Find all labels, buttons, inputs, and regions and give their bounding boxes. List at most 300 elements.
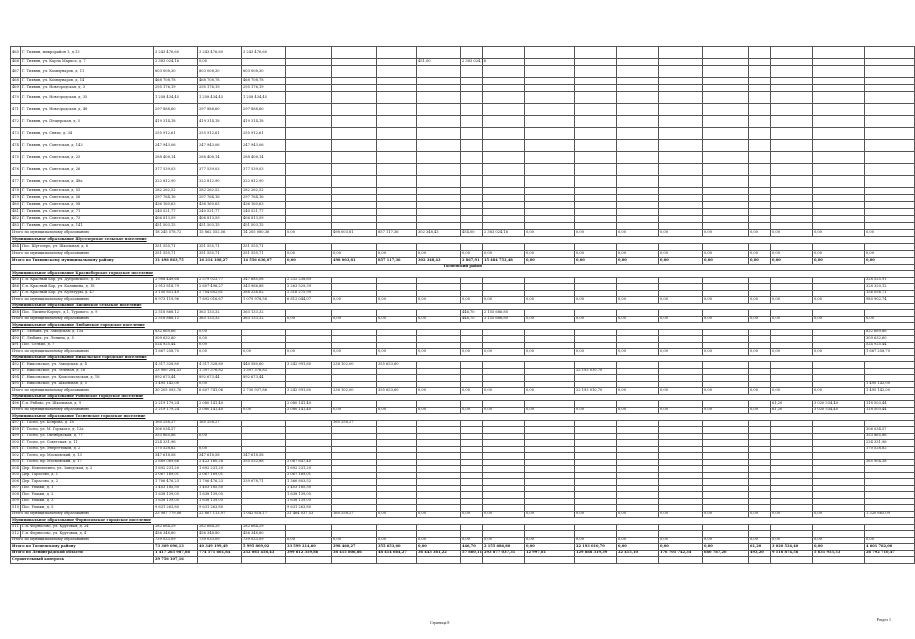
value-cell: 0,00 <box>617 316 659 323</box>
row-number: 471 <box>11 104 21 116</box>
value-cell <box>198 557 242 564</box>
value-cell <box>461 164 483 176</box>
value-cell: 1 320 665,09 <box>865 511 915 518</box>
table-row <box>11 164 915 176</box>
value-cell <box>771 152 813 164</box>
row-number: 489 <box>11 329 21 336</box>
value-cell <box>865 209 915 216</box>
value-cell: 0,00 <box>813 257 865 264</box>
value-cell <box>461 216 483 223</box>
value-cell: 980 902,74 <box>865 297 915 304</box>
value-cell: 0,00 <box>575 316 617 323</box>
table-row <box>11 188 915 195</box>
row-number: 479 <box>11 195 21 202</box>
value-cell: 5 631 955,53 <box>813 550 865 557</box>
table-row <box>11 47 915 59</box>
value-cell <box>575 202 617 209</box>
table-row <box>11 195 915 202</box>
value-cell: 1 417 265 987,88 <box>154 550 198 557</box>
value-cell <box>865 92 915 104</box>
value-cell <box>749 59 771 66</box>
value-cell: 0,00 <box>417 407 461 414</box>
value-cell <box>575 47 617 59</box>
row-number: 470 <box>11 92 21 104</box>
value-cell <box>749 152 771 164</box>
value-cell: 680 787,20 <box>703 550 749 557</box>
value-cell: 2 518 868,12 <box>154 316 198 323</box>
value-cell: 456 348,80 <box>154 531 198 538</box>
value-cell: 0,00 <box>749 257 771 264</box>
value-cell <box>525 223 575 230</box>
section-title: Муниципальное образование Шугозерское сельское поселение <box>11 237 915 244</box>
value-cell: 0,00 <box>659 257 703 264</box>
value-cell: 295 176,19 <box>154 85 198 92</box>
address-cell: Пос. Ушаки, д. 5 <box>21 505 154 512</box>
table-row <box>11 557 915 564</box>
value-cell: 0,00 <box>617 388 659 395</box>
value-cell <box>617 195 659 202</box>
value-cell: 29 756 107,16 <box>154 557 198 564</box>
value-cell: 240 521,77 <box>154 209 198 216</box>
value-cell <box>286 243 332 250</box>
value-cell <box>461 188 483 195</box>
value-cell: 0,00 <box>659 316 703 323</box>
value-cell: 1 638 139,05 <box>154 492 198 499</box>
row-number: 467 <box>11 66 21 78</box>
address-cell: Г. Тихвин, ул. Коммунаров, д. 14 <box>21 78 154 85</box>
page-number: Страница 8 <box>430 620 450 625</box>
value-cell: 2 155 686,80 <box>483 316 525 323</box>
address-cell: Г. Тосно, пр. Московский, д. 13 <box>21 453 154 460</box>
value-cell <box>617 47 659 59</box>
value-cell: 0,00 <box>525 511 575 518</box>
row-number: 502 <box>11 453 21 460</box>
value-cell: 892 673,44 <box>154 375 198 382</box>
value-cell <box>617 557 659 564</box>
section-title: Муниципальное образование Тосненское городское поселение <box>11 414 915 421</box>
value-cell <box>749 66 771 78</box>
value-cell <box>525 176 575 188</box>
value-cell <box>525 202 575 209</box>
value-cell <box>659 164 703 176</box>
value-cell: 0,00 <box>575 257 617 264</box>
value-cell <box>332 66 377 78</box>
value-cell <box>377 66 417 78</box>
value-cell <box>483 116 525 128</box>
value-cell <box>377 188 417 195</box>
value-cell <box>659 557 703 564</box>
table-row <box>11 202 915 209</box>
value-cell <box>286 195 332 202</box>
value-cell: 247 943,06 <box>198 140 242 152</box>
value-cell <box>525 78 575 85</box>
value-cell: 2 383 024,16 <box>483 230 525 237</box>
value-cell: 0,00 <box>749 388 771 395</box>
value-cell <box>417 85 461 92</box>
value-cell: 0,00 <box>659 297 703 304</box>
value-cell: 0,00 <box>659 349 703 356</box>
value-cell <box>771 223 813 230</box>
value-cell: 2 067 647,40 <box>286 459 332 466</box>
value-cell <box>865 164 915 176</box>
value-cell: 23 900 204,52 <box>154 368 198 375</box>
table-row <box>11 59 915 66</box>
value-cell <box>525 92 575 104</box>
value-cell: 0,00 <box>703 230 749 237</box>
value-cell: 1 692 231,20 <box>154 466 198 473</box>
value-cell <box>865 557 915 564</box>
value-cell: 468 708,78 <box>198 78 242 85</box>
value-cell: 9 116 874,58 <box>771 550 813 557</box>
row-number: 472 <box>11 116 21 128</box>
value-cell <box>525 209 575 216</box>
value-cell: 0,00 <box>525 407 575 414</box>
value-cell: 832 669,66 <box>154 329 198 336</box>
address-cell: Г. Никольское, ул. Школьная, д. 5 <box>21 381 154 388</box>
value-cell <box>377 557 417 564</box>
value-cell <box>483 152 525 164</box>
value-cell <box>332 223 377 230</box>
value-cell: 1 258 434,45 <box>154 92 198 104</box>
value-cell: 255 912,61 <box>198 128 242 140</box>
value-cell: 282 684,29 <box>154 524 198 531</box>
row-number: 508 <box>11 492 21 499</box>
address-cell: Г.п. Красный Бор, ул. Дубровского, д. 16 <box>21 277 154 284</box>
row-number: 473 <box>11 128 21 140</box>
value-cell <box>483 188 525 195</box>
value-cell: 118 503,44 <box>865 401 915 408</box>
value-cell: 6 607 741,06 <box>198 388 242 395</box>
value-cell: 351 555,71 <box>154 250 198 257</box>
value-cell <box>617 78 659 85</box>
address-cell: Г. Тихвин, микрорайон 1, д.13 <box>21 47 154 59</box>
address-cell: Г.п. Форносово, ул. Круговая, д. 4 <box>21 531 154 538</box>
value-cell: 355 653,60 <box>377 544 417 551</box>
value-cell <box>617 152 659 164</box>
value-cell: 2 080 141,40 <box>286 401 332 408</box>
value-cell: 0,00 <box>617 230 659 237</box>
value-cell: 240 521,77 <box>242 209 286 216</box>
value-cell: 322 812,90 <box>242 176 286 188</box>
value-cell <box>813 209 865 216</box>
value-cell <box>575 59 617 66</box>
value-cell <box>461 85 483 92</box>
value-cell <box>525 216 575 223</box>
value-cell: 0,00 <box>575 537 617 544</box>
value-cell <box>749 78 771 85</box>
value-cell <box>575 188 617 195</box>
row-number: 492 <box>11 362 21 369</box>
value-cell: 1 706 476,23 <box>198 479 242 486</box>
value-cell <box>575 66 617 78</box>
value-cell <box>813 59 865 66</box>
value-cell: 15 484 753,48 <box>483 257 525 264</box>
value-cell: 0,00 <box>198 342 242 349</box>
section-title: Муниципальное образование Любанское городское поселение <box>11 323 915 330</box>
register-table-sheet <box>10 46 894 564</box>
value-cell <box>575 85 617 92</box>
value-cell: 353 865,86 <box>865 433 915 440</box>
value-cell <box>461 78 483 85</box>
value-cell: 347 685,08 <box>242 277 286 284</box>
value-cell: 2 080 141,40 <box>286 407 332 414</box>
value-cell: 2 263 529,39 <box>286 284 332 291</box>
value-cell <box>813 202 865 209</box>
value-cell: 0,00 <box>461 388 483 395</box>
address-cell: Г. Тосно, ул. М. Горького, д. 12а <box>21 427 154 434</box>
value-cell: 0,00 <box>417 537 461 544</box>
address-cell: Дер. Тарасово, д. 2 <box>21 479 154 486</box>
value-cell <box>286 188 332 195</box>
value-cell: 2 867,91 <box>461 257 483 264</box>
value-cell <box>749 209 771 216</box>
address-cell: Г.п. Рябово, ул. Школьная, д. 9 <box>21 401 154 408</box>
value-cell <box>813 47 865 59</box>
value-cell <box>703 128 749 140</box>
value-cell: 1 638 139,05 <box>198 498 242 505</box>
value-cell <box>813 195 865 202</box>
value-cell <box>461 104 483 116</box>
value-cell: 0,00 <box>617 537 659 544</box>
value-cell: 309 632,60 <box>865 336 915 343</box>
value-cell <box>461 557 483 564</box>
value-cell <box>575 128 617 140</box>
value-cell: 0,00 <box>242 349 286 356</box>
value-cell: 0,00 <box>813 297 865 304</box>
value-cell: 451 503,15 <box>198 223 242 230</box>
row-number: 505 <box>11 472 21 479</box>
address-cell: Пос. Лисино-Корпус, д.1, Турового, д. 9 <box>21 310 154 317</box>
value-cell: 2 704 602,61 <box>198 290 242 297</box>
value-cell: 0,00 <box>617 407 659 414</box>
table-row <box>11 85 915 92</box>
value-cell: 0,00 <box>865 316 915 323</box>
value-cell <box>483 78 525 85</box>
address-cell: Дер. Новолисино, ул. Заводская, д. 2 <box>21 466 154 473</box>
value-cell <box>242 59 286 66</box>
value-cell <box>377 104 417 116</box>
value-cell: 0,00 <box>198 381 242 388</box>
value-cell <box>703 216 749 223</box>
value-cell: 30 205 093,76 <box>154 388 198 395</box>
total-label: Итого по муниципальному образованию <box>11 349 154 356</box>
value-cell <box>813 243 865 250</box>
total-label: Итого по Тихвинскому муниципальному району <box>11 257 154 264</box>
value-cell: 0,00 <box>659 544 703 551</box>
table-row <box>11 116 915 128</box>
value-cell <box>659 104 703 116</box>
value-cell: 0,00 <box>525 257 575 264</box>
address-cell: Г. Тихвин, ул. Советская, д. 58 <box>21 202 154 209</box>
value-cell: 0,00 <box>813 511 865 518</box>
value-cell: 2 383 024,16 <box>154 59 198 66</box>
value-cell <box>483 202 525 209</box>
value-cell <box>617 209 659 216</box>
value-cell <box>703 176 749 188</box>
value-cell <box>771 202 813 209</box>
value-cell: 3 020 534,40 <box>813 401 865 408</box>
value-cell <box>286 104 332 116</box>
section-title: Муниципальное образование Рябовское городское поселение <box>11 394 915 401</box>
value-cell <box>483 243 525 250</box>
value-cell <box>286 66 332 78</box>
value-cell <box>617 116 659 128</box>
value-cell <box>659 152 703 164</box>
value-cell <box>771 59 813 66</box>
value-cell: 0,00 <box>617 544 659 551</box>
total-label: Итого по муниципальному образованию <box>11 407 154 414</box>
value-cell: 0,00 <box>286 316 332 323</box>
address-cell: Пос. Ушаки, д. 3 <box>21 498 154 505</box>
value-cell: 295 176,19 <box>198 85 242 92</box>
value-cell <box>575 209 617 216</box>
value-cell <box>749 216 771 223</box>
row-number: 480 <box>11 202 21 209</box>
value-cell <box>659 188 703 195</box>
value-cell: 309 632,60 <box>154 336 198 343</box>
value-cell: 1 258 434,45 <box>242 92 286 104</box>
value-cell: 0,00 <box>749 537 771 544</box>
value-cell <box>377 128 417 140</box>
value-cell: 0,00 <box>377 316 417 323</box>
value-cell <box>332 195 377 202</box>
value-cell: 0,00 <box>771 388 813 395</box>
value-cell <box>703 164 749 176</box>
value-cell <box>286 216 332 223</box>
value-cell <box>703 85 749 92</box>
value-cell: 0,00 <box>617 250 659 257</box>
value-cell <box>332 164 377 176</box>
value-cell: 2 689 069,66 <box>154 459 198 466</box>
value-cell: 456 348,80 <box>242 531 286 538</box>
value-cell: 0,00 <box>703 349 749 356</box>
value-cell: 293 877 037,31 <box>483 550 525 557</box>
value-cell <box>417 202 461 209</box>
value-cell: 48 414 664,27 <box>377 550 417 557</box>
value-cell: 0,00 <box>417 316 461 323</box>
value-cell: 297 888,60 <box>198 104 242 116</box>
value-cell: 0,00 <box>417 297 461 304</box>
value-cell: 1 638 139,05 <box>286 498 332 505</box>
address-cell: Пос. Сельцо, д. 7 <box>21 342 154 349</box>
address-cell: Г. Никольское, ул. Заводская, д. 4 <box>21 362 154 369</box>
value-cell: 3 020 534,40 <box>771 544 813 551</box>
value-cell: 0,00 <box>771 297 813 304</box>
value-cell: 118 503,44 <box>865 407 915 414</box>
value-cell: 0,00 <box>483 388 525 395</box>
value-cell <box>417 195 461 202</box>
section-title: Муниципальное образование Красноборское городское поселение <box>11 271 915 278</box>
table-row <box>11 66 915 78</box>
value-cell: 0,00 <box>461 349 483 356</box>
value-cell: 15 862 552,56 <box>198 230 242 237</box>
value-cell: 0,00 <box>813 230 865 237</box>
row-number: 481 <box>11 209 21 216</box>
value-cell: 2 730 937,86 <box>242 388 286 395</box>
value-cell <box>461 92 483 104</box>
value-cell <box>332 85 377 92</box>
address-cell: Г. Тихвин, ул. Связи, д. 34 <box>21 128 154 140</box>
value-cell <box>771 116 813 128</box>
value-cell: 0,00 <box>461 511 483 518</box>
value-cell <box>617 188 659 195</box>
value-cell: 297 764,16 <box>198 195 242 202</box>
value-cell: 363 133,32 <box>198 316 242 323</box>
total-label: Итого по муниципальному образованию <box>11 250 154 257</box>
value-cell: 2 067 169,01 <box>198 472 242 479</box>
value-cell: 0,00 <box>749 297 771 304</box>
value-cell: 0,00 <box>417 511 461 518</box>
row-number: 488 <box>11 310 21 317</box>
address-cell: Г. Тихвин, ул. Советская, д. 141 <box>21 223 154 230</box>
value-cell: 0,00 <box>771 316 813 323</box>
value-cell: 1 706 476,23 <box>154 479 198 486</box>
value-cell: 355 532,88 <box>242 459 286 466</box>
district-title: Тосненский район <box>11 264 915 271</box>
value-cell: 377 539,03 <box>154 164 198 176</box>
value-cell <box>461 202 483 209</box>
value-cell: 436 160,63 <box>198 202 242 209</box>
value-cell <box>703 188 749 195</box>
value-cell <box>525 66 575 78</box>
value-cell <box>575 216 617 223</box>
value-cell <box>332 209 377 216</box>
value-cell <box>575 223 617 230</box>
value-cell <box>461 128 483 140</box>
value-cell <box>659 116 703 128</box>
value-cell: 0,00 <box>575 250 617 257</box>
value-cell: 1 638 139,05 <box>198 492 242 499</box>
value-cell <box>771 164 813 176</box>
value-cell <box>865 116 915 128</box>
value-cell <box>332 140 377 152</box>
value-cell <box>865 188 915 195</box>
value-cell: 9 631 263,80 <box>154 505 198 512</box>
value-cell: 240 521,77 <box>198 209 242 216</box>
value-cell: 9 631 263,80 <box>286 505 332 512</box>
value-cell: 0,00 <box>525 388 575 395</box>
value-cell: 0,00 <box>332 250 377 257</box>
value-cell: 468 708,78 <box>242 78 286 85</box>
value-cell <box>417 216 461 223</box>
value-cell: 803 008,30 <box>242 66 286 78</box>
value-cell: 739 033,09 <box>154 537 198 544</box>
value-cell: 2 316 275,99 <box>286 290 332 297</box>
row-number: 475 <box>11 152 21 164</box>
value-cell: 1 495 142,00 <box>865 388 915 395</box>
value-cell: 160 258,27 <box>332 511 377 518</box>
value-cell <box>417 223 461 230</box>
table-row <box>11 216 915 223</box>
value-cell <box>813 152 865 164</box>
value-cell <box>703 557 749 564</box>
value-cell <box>749 176 771 188</box>
value-cell <box>286 78 332 85</box>
value-cell <box>813 216 865 223</box>
value-cell: 265 904,38 <box>865 459 915 466</box>
address-cell: Г. Тихвин, ул. Советская, д. 55 <box>21 188 154 195</box>
value-cell <box>703 152 749 164</box>
total-label: Итого по муниципальному образованию <box>11 511 154 518</box>
value-cell <box>417 557 461 564</box>
value-cell: 255 912,61 <box>154 128 198 140</box>
value-cell <box>377 223 417 230</box>
value-cell <box>771 188 813 195</box>
value-cell <box>771 557 813 564</box>
value-cell: 224 331,96 <box>865 440 915 447</box>
row-number: 466 <box>11 59 21 66</box>
value-cell: 129 888 319,39 <box>575 550 617 557</box>
